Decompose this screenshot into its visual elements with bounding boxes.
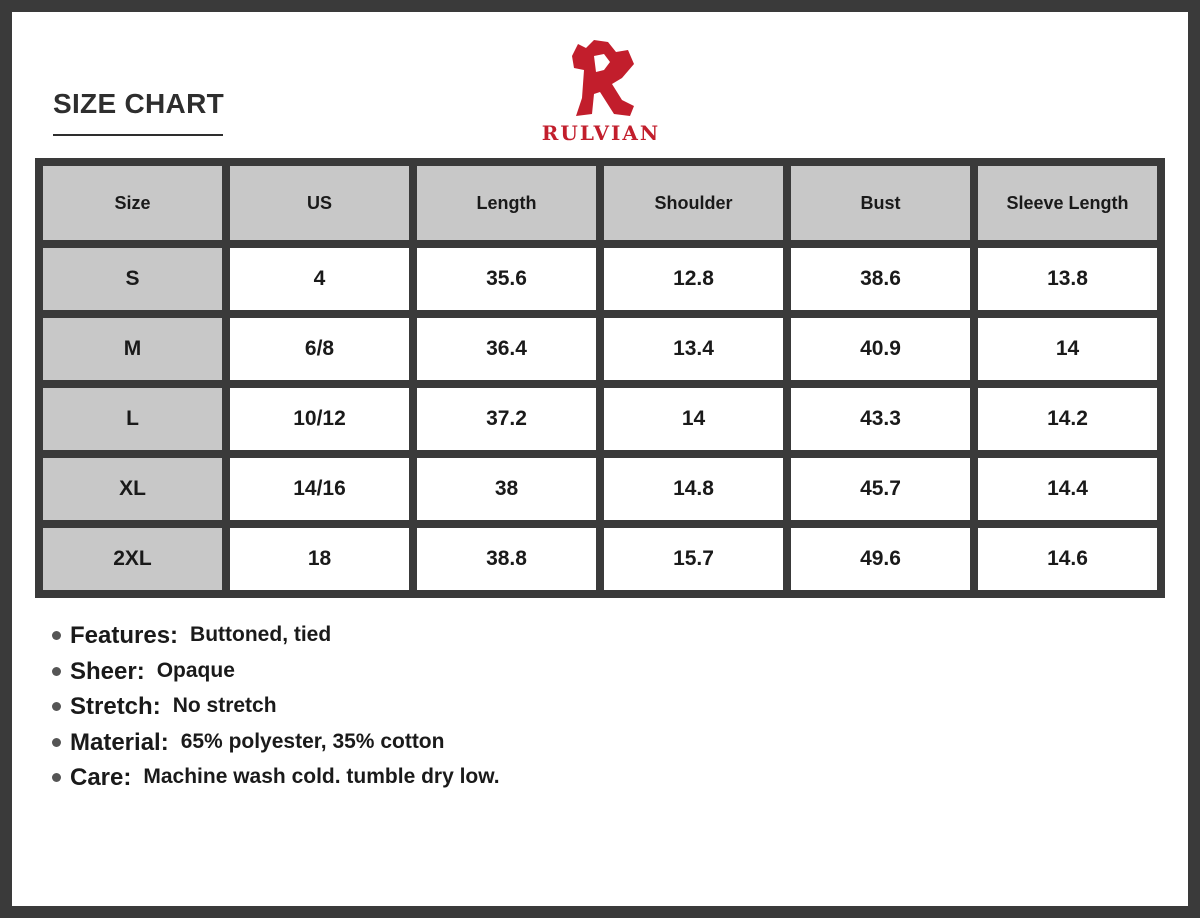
column-header: Shoulder <box>604 166 783 240</box>
list-item <box>52 729 500 765</box>
bullet-icon <box>52 631 61 640</box>
feature-value: Machine wash cold. tumble dry low. <box>143 765 500 788</box>
feature-label: Stretch: <box>70 693 161 720</box>
table-cell: 49.6 <box>791 528 970 590</box>
feature-label: Sheer: <box>70 657 145 685</box>
table-cell: 4 <box>230 248 409 310</box>
table-cell: 14.4 <box>978 458 1157 520</box>
table-cell: 10/12 <box>230 388 409 450</box>
table-cell: 38.8 <box>417 528 596 590</box>
table-cell: 6/8 <box>230 318 409 380</box>
table-row <box>43 248 1157 310</box>
table-cell: 12.8 <box>604 248 783 310</box>
table-cell: 40.9 <box>791 318 970 380</box>
size-cell: M <box>43 318 222 380</box>
list-item <box>52 622 500 658</box>
column-header: US <box>230 166 409 240</box>
table-cell: 13.4 <box>604 318 783 380</box>
size-cell: S <box>43 248 222 310</box>
bullet-icon <box>52 667 61 676</box>
table-row <box>43 318 1157 380</box>
feature-label: Material: <box>70 728 169 756</box>
table-row <box>43 528 1157 590</box>
feature-value: Opaque <box>156 658 235 682</box>
table-cell: 36.4 <box>417 318 596 380</box>
feature-value: Buttoned, tied <box>190 623 332 646</box>
bullet-icon <box>52 738 61 747</box>
column-header: Sleeve Length <box>978 166 1157 240</box>
column-header: Size <box>43 166 222 240</box>
table-cell: 18 <box>230 528 409 590</box>
size-cell: XL <box>43 458 222 520</box>
table-cell: 13.8 <box>978 248 1157 310</box>
size-cell: 2XL <box>43 528 222 590</box>
table-cell: 38 <box>417 458 596 520</box>
table-row <box>43 388 1157 450</box>
list-item <box>52 764 500 800</box>
table-cell: 14.6 <box>978 528 1157 590</box>
table-cell: 14 <box>978 318 1157 380</box>
table-header-row <box>43 166 1157 240</box>
table-cell: 38.6 <box>791 248 970 310</box>
title-underline <box>53 134 223 136</box>
size-table <box>35 158 1165 598</box>
table-cell: 14/16 <box>230 458 409 520</box>
table-cell: 43.3 <box>791 388 970 450</box>
page-title: SIZE CHART <box>53 88 224 119</box>
feature-list <box>52 622 500 800</box>
feature-value: No stretch <box>172 694 277 717</box>
bullet-icon <box>52 702 61 711</box>
bullet-icon <box>52 773 61 782</box>
table-cell: 45.7 <box>791 458 970 520</box>
table-cell: 14.8 <box>604 458 783 520</box>
feature-label: Features: <box>70 622 179 649</box>
table-cell: 14 <box>604 388 783 450</box>
r-logo-icon <box>564 38 638 118</box>
column-header: Bust <box>791 166 970 240</box>
brand-name: RULVIAN <box>541 121 661 145</box>
column-header: Length <box>417 166 596 240</box>
table-row <box>43 458 1157 520</box>
table-cell: 14.2 <box>978 388 1157 450</box>
feature-value: 65% polyester, 35% cotton <box>180 729 445 753</box>
table-cell: 15.7 <box>604 528 783 590</box>
size-cell: L <box>43 388 222 450</box>
table-cell: 37.2 <box>417 388 596 450</box>
feature-label: Care: <box>70 764 132 791</box>
list-item <box>52 658 500 694</box>
table-cell: 35.6 <box>417 248 596 310</box>
list-item <box>52 693 500 729</box>
brand-logo <box>528 38 674 148</box>
